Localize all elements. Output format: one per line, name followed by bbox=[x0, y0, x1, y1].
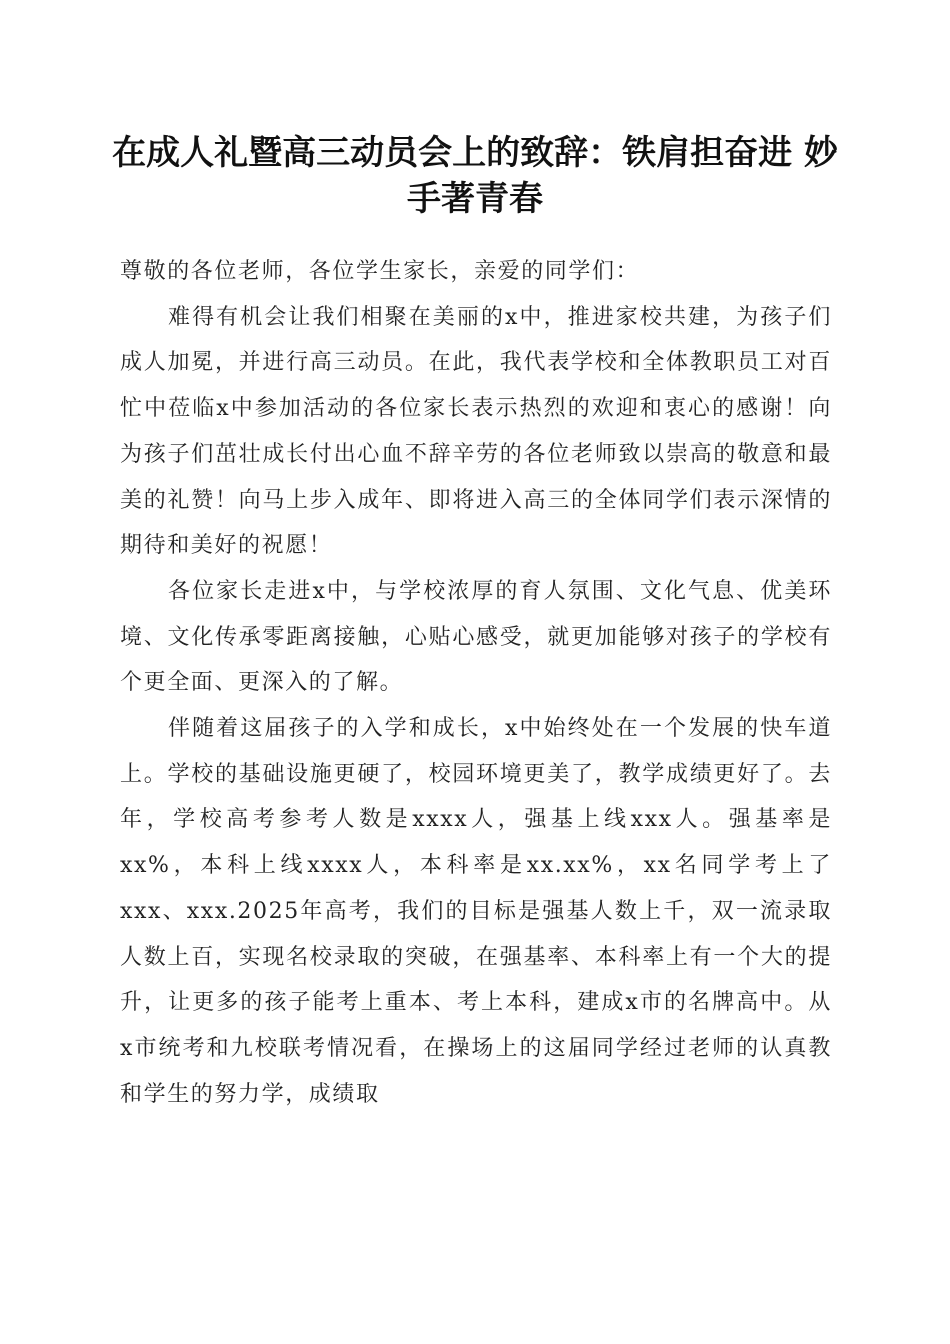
salutation: 尊敬的各位老师，各位学生家长，亲爱的同学们： bbox=[120, 259, 640, 284]
paragraph: 伴随着这届孩子的入学和成长，x中始终处在一个发展的快车道上。学校的基础设施更硬了，校园环境更美了，教学成绩更好了。去年，学校高考参考人数是xxxx人，强基上线xxx人。强基率是xx%，本科上线xxxx人，本科率是xx.xx%，xx名同学考上了xxx、xxx.2025年高考，我们的目标是强基人数上千，双一流录取人数上百，实现名校录取的突破，在强基率、本科率上有一个大的提升，让更多的孩子能考上重本、考上本科，建成x市的名牌高中。从x市统考和九校联考情况看，在操场上的这届同学经过老师的认真教和学生的努力学，成绩取 bbox=[120, 716, 832, 1107]
paragraph: 各位家长走进x中，与学校浓厚的育人氛围、文化气息、优美环境、文化传承零距离接触，心贴心感受，就更加能够对孩子的学校有个更全面、更深入的了解。 bbox=[120, 578, 832, 696]
document-body bbox=[120, 249, 832, 1117]
paragraph: 难得有机会让我们相聚在美丽的x中，推进家校共建，为孩子们成人加冕，并进行高三动员。在此，我代表学校和全体教职员工对百忙中莅临x中参加活动的各位家长表示热烈的欢迎和衷心的感谢！向为孩子们茁壮成长付出心血不辞辛劳的各位老师致以崇高的敬意和最美的礼赞！向马上步入成年、即将进入高三的全体同学们表示深情的期待和美好的祝愿！ bbox=[120, 304, 832, 559]
document-title: 在成人礼暨高三动员会上的致辞：铁肩担奋进 妙手著青春 bbox=[112, 133, 838, 219]
